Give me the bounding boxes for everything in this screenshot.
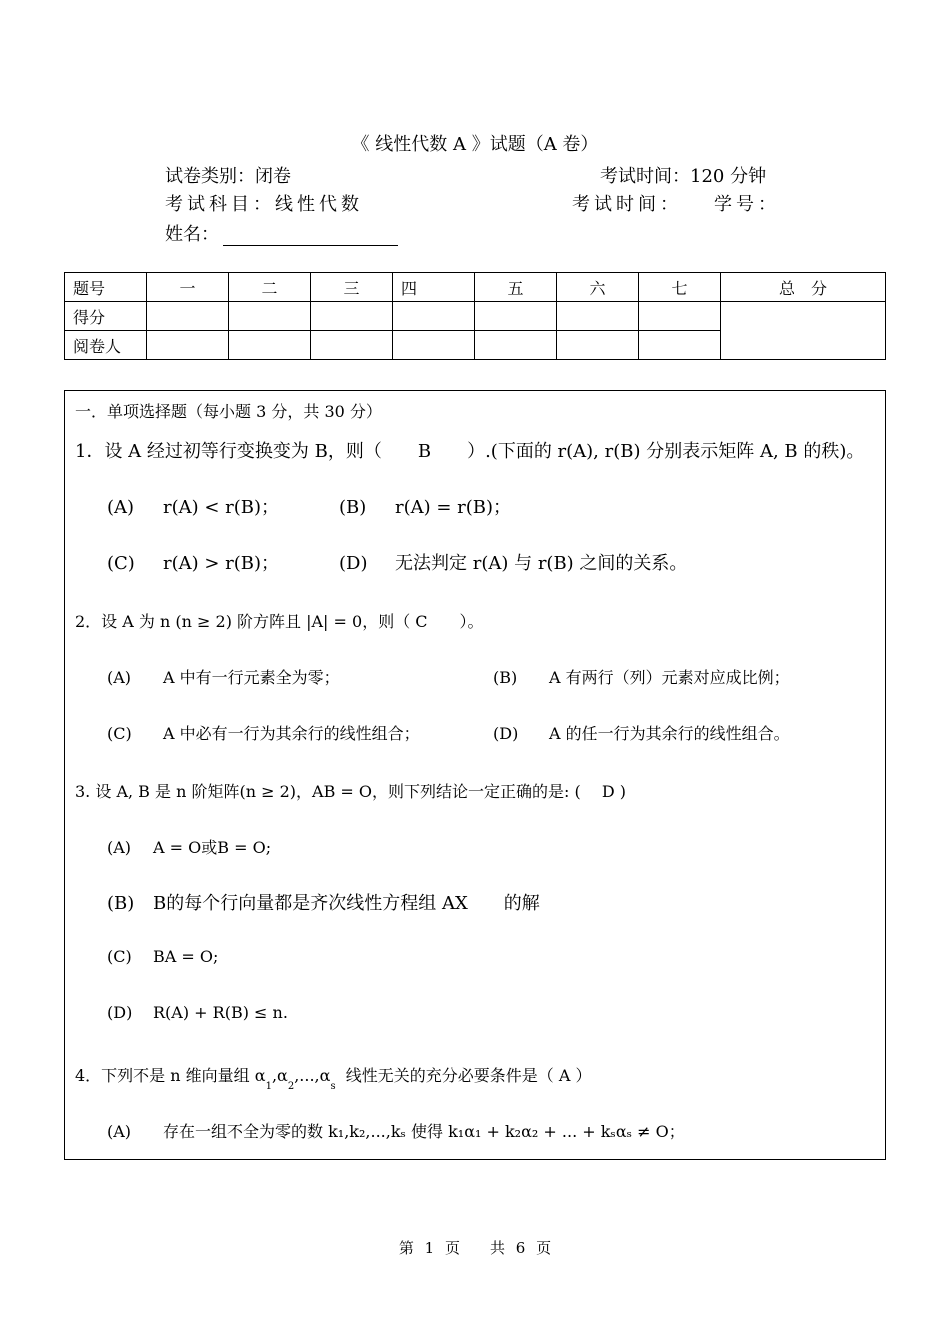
- q2-stem: 2．设 A 为 n (n ≥ 2) 阶方阵且 |A| = 0，则（ C ）。: [75, 612, 484, 631]
- grader-cell[interactable]: [311, 331, 393, 360]
- q3-option-d: (D) R(A) + R(B) ≤ n.: [107, 1003, 288, 1022]
- q2-option-b: (B) A 有两行（列）元素对应成比例；: [493, 668, 790, 687]
- score-cell[interactable]: [311, 302, 393, 331]
- name-blank[interactable]: [223, 225, 398, 246]
- q3-option-c: (C) BA = O;: [107, 947, 219, 966]
- q1-option-c: (C) r(A) > r(B)；: [107, 553, 280, 574]
- grader-cell[interactable]: [393, 331, 475, 360]
- paper-type: 试卷类别：闭卷: [165, 166, 291, 187]
- exam-time-label: 考试时间：: [572, 194, 682, 215]
- score-cell[interactable]: [147, 302, 229, 331]
- q3-option-b: (B) B的每个行向量都是齐次线性方程组 AX 的解: [107, 893, 540, 914]
- exam-title: 《 线性代数 A 》试题（A 卷）: [351, 134, 599, 155]
- score-table: [64, 272, 886, 360]
- q2-option-c: (C) A 中必有一行为其余行的线性组合；: [107, 724, 420, 743]
- score-cell[interactable]: [639, 302, 721, 331]
- header-cell: 一: [147, 273, 229, 302]
- header-cell: 七: [639, 273, 721, 302]
- q1-option-b: (B) r(A) = r(B)；: [339, 497, 512, 518]
- section-heading: 一．单项选择题（每小题 3 分，共 30 分）: [75, 402, 382, 421]
- score-row: [65, 302, 886, 331]
- q3-stem: 3. 设 A, B 是 n 阶矩阵(n ≥ 2)，AB = O，则下列结论一定正确的是: ( D ): [75, 782, 627, 801]
- q2-option-d: (D) A 的任一行为其余行的线性组合。: [493, 724, 790, 743]
- question-box: [64, 390, 886, 1160]
- exam-duration: 考试时间：120 分钟: [600, 166, 767, 187]
- header-cell: 总 分: [721, 273, 886, 302]
- score-table-header-row: [65, 273, 886, 302]
- grader-cell[interactable]: [147, 331, 229, 360]
- name-label: 姓名：: [165, 224, 219, 245]
- q2-option-a: (A) A 中有一行元素全为零；: [107, 668, 340, 687]
- row-label: 阅卷人: [65, 331, 147, 360]
- q4-option-a: (A) 存在一组不全为零的数 k₁,k₂,...,kₛ 使得 k₁α₁ + k₂α₂ + ... + kₛαₛ ≠ O；: [107, 1122, 685, 1141]
- header-cell: 题号: [65, 273, 147, 302]
- q1-option-d: (D) 无法判定 r(A) 与 r(B) 之间的关系。: [339, 553, 688, 574]
- score-cell[interactable]: [393, 302, 475, 331]
- header-cell: 五: [475, 273, 557, 302]
- header-cell: 四: [393, 273, 475, 302]
- exam-subject: 考试科目：线性代数: [165, 194, 363, 215]
- grader-cell[interactable]: [639, 331, 721, 360]
- q4-stem: 4．下列不是 n 维向量组 $\alpha_1,\alpha_2,...,\alpha_s$ 线性无关的充分必要条件是（ A ）: [75, 1066, 592, 1092]
- q3-option-a: (A) A = O或B = O;: [107, 838, 272, 857]
- page-footer: 第 1 页 共 6 页: [398, 1239, 552, 1257]
- header-cell: 三: [311, 273, 393, 302]
- score-cell[interactable]: [557, 302, 639, 331]
- grader-cell[interactable]: [557, 331, 639, 360]
- score-cell[interactable]: [475, 302, 557, 331]
- row-label: 得分: [65, 302, 147, 331]
- header-cell: 六: [557, 273, 639, 302]
- q1-option-a: (A) r(A) < r(B)；: [107, 497, 280, 518]
- score-cell[interactable]: [229, 302, 311, 331]
- grader-cell[interactable]: [475, 331, 557, 360]
- total-cell[interactable]: [721, 302, 886, 360]
- grader-cell[interactable]: [229, 331, 311, 360]
- name-row: [165, 220, 398, 246]
- q1-stem: 1．设 A 经过初等行变换变为 B，则（ B ）.(下面的 r(A), r(B) 分别表示矩阵 A, B 的秩)。: [75, 441, 865, 462]
- header-cell: 二: [229, 273, 311, 302]
- student-id-label: 学号：: [714, 194, 780, 215]
